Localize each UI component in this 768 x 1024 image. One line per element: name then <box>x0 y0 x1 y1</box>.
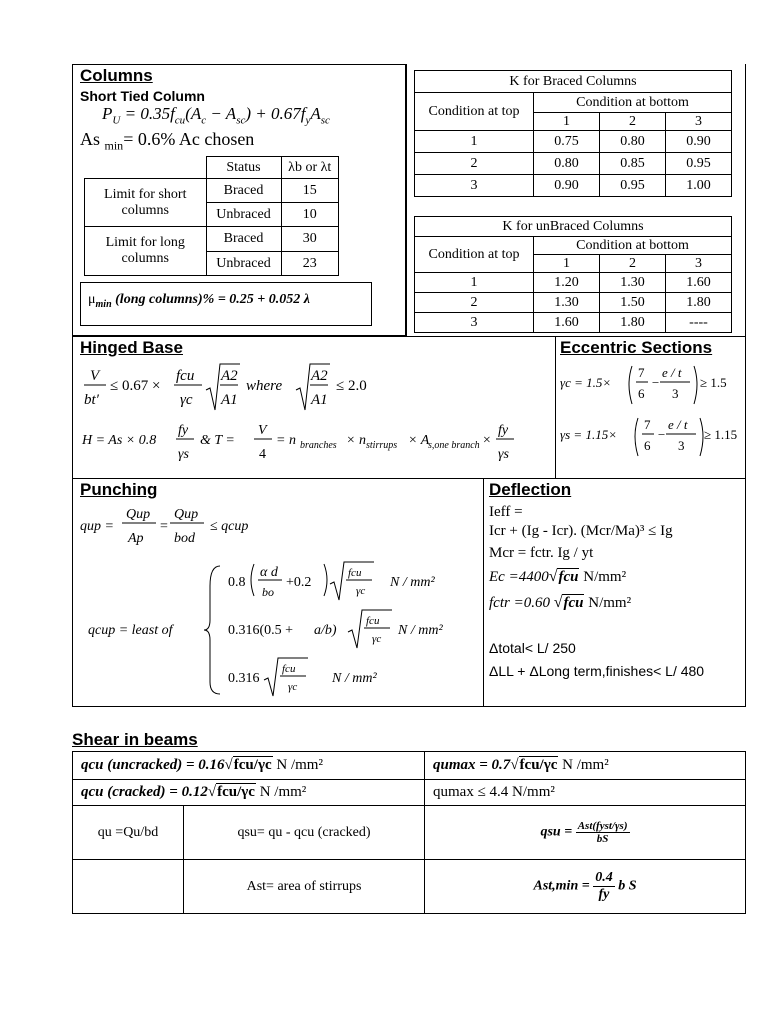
k-unbraced-cell: 1.30 <box>534 293 600 313</box>
shear-table <box>72 751 746 914</box>
qcup-ad: α d <box>260 565 278 580</box>
eccentric-heading: Eccentric Sections <box>560 338 713 357</box>
k-braced-cell: 0.95 <box>599 175 665 197</box>
eq-gamma-c: γc <box>180 392 193 408</box>
qcup-fcu: fcu <box>282 663 296 675</box>
ecc-six: 6 <box>638 386 645 401</box>
qcup-l2: 0.316(0.5 + <box>228 623 294 638</box>
qcup-gc: γc <box>372 633 382 645</box>
qcup-unit: N / mm² <box>398 623 443 638</box>
k-unbraced-row-top: 1 <box>415 273 534 293</box>
ast-min-formula: Ast,min = $\frac{0.4}{fy}$ b S <box>425 860 746 914</box>
mu-min-equation: $\mu_{min}$ (long columns)% = 0.25 + 0.052 λ <box>88 292 310 310</box>
ecc-ge115: ≥ 1.15 <box>704 427 738 442</box>
limit-short-label: Limit for short columns <box>85 179 207 227</box>
fctr-formula: fctr =0.60 √fcu N/mm² <box>489 594 632 611</box>
ieff-line: Ieff = <box>489 504 523 520</box>
eq2-branches: branches <box>300 440 337 451</box>
limit-long-braced-value: 30 <box>281 227 339 252</box>
k-braced-cell: 0.75 <box>534 131 600 153</box>
eq2-fy: fy <box>498 423 509 438</box>
k-unbraced-cell: 1.60 <box>665 273 731 293</box>
ecc-et: e / t <box>662 365 682 380</box>
eq-mid: ≤ 0.67 × <box>110 378 161 394</box>
qcup-unit: N / mm² <box>390 575 435 590</box>
qup-label: qup = <box>80 519 114 534</box>
k-braced-cell: 0.80 <box>534 153 600 175</box>
limit-long-braced: Braced <box>206 227 281 252</box>
ecc-minus: − <box>651 375 660 390</box>
k-braced-col-header: 2 <box>599 113 665 131</box>
eq2-v: V <box>258 423 267 438</box>
deflection-heading: Deflection <box>489 480 572 499</box>
limits-status-header: Status <box>206 157 281 179</box>
qup-num: Qup <box>174 507 199 522</box>
k-braced-col-header: 1 <box>534 113 600 131</box>
ecc-ge15: ≥ 1.5 <box>700 375 727 390</box>
ecc-et: e / t <box>668 417 688 432</box>
qup-leq: ≤ qcup <box>210 519 249 534</box>
k-unbraced-col-header: 1 <box>534 255 600 273</box>
eq2-t: & T = <box>200 433 235 448</box>
eq2-one-branch: s,one branch <box>428 440 480 451</box>
qcup-l1-coef: 0.8 <box>228 575 246 590</box>
limit-long-unbraced-value: 23 <box>281 252 339 276</box>
k-unbraced-cell: 1.60 <box>534 313 600 333</box>
eq2-gamma-s: γs <box>178 447 189 462</box>
k-unbraced-cell: 1.20 <box>534 273 600 293</box>
eq-a1: A1 <box>221 392 238 408</box>
eq-v: V <box>90 368 100 384</box>
qcup-unit: N / mm² <box>332 671 377 686</box>
qcup-l3: 0.316 <box>228 671 260 686</box>
k-braced-cell: 0.95 <box>665 153 731 175</box>
qcup-label: qcup = least of <box>88 623 173 638</box>
k-braced-col-header: 3 <box>665 113 731 131</box>
ecc-seven: 7 <box>638 365 645 380</box>
qsu-formula: qsu = $\frac{\text{Ast(fyst/γs)}}{bS}$ <box>425 806 746 860</box>
eq2-fy: fy <box>178 423 189 438</box>
limit-long-label: Limit for long columns <box>85 227 207 276</box>
eq2-n2: × n <box>346 433 366 448</box>
ecc-seven: 7 <box>644 417 651 432</box>
eq-a2: A2 <box>221 368 238 384</box>
k-braced-cond-top: Condition at top <box>415 93 534 131</box>
k-braced-row-top: 3 <box>415 175 534 197</box>
hinged-base-heading: Hinged Base <box>80 338 183 357</box>
k-unbraced-row-top: 2 <box>415 293 534 313</box>
limit-long-unbraced: Unbraced <box>206 252 281 276</box>
qsu-difference: qsu= qu - qcu (cracked) <box>184 806 425 860</box>
svg-text:=: = <box>160 519 168 534</box>
empty-cell <box>73 860 184 914</box>
k-unbraced-cond-bottom: Condition at bottom <box>534 237 732 255</box>
punching-qup-eq <box>78 500 298 552</box>
qcup-gc: γc <box>288 681 298 693</box>
qcup-bo: bo <box>262 585 274 599</box>
pu-equation: $P_U = 0.35f_{cu}(A_c - A_{sc}) + 0.67f_yA_{sc}$ <box>102 104 330 127</box>
k-braced-cell: 0.90 <box>534 175 600 197</box>
eq-fcu: fcu <box>176 368 195 384</box>
ecc-six: 6 <box>644 438 651 453</box>
qumax-formula: qumax = 0.7√fcu/γc N /mm² <box>425 752 746 780</box>
qumax-limit: qumax ≤ 4.4 N/mm² <box>425 780 746 806</box>
punching-heading: Punching <box>80 480 158 499</box>
k-braced-row-top: 2 <box>415 153 534 175</box>
qup-num: Qup <box>126 507 151 522</box>
k-braced-table <box>414 70 732 197</box>
eccentric-gamma-c-eq <box>558 360 744 410</box>
eq-end: ≤ 2.0 <box>336 378 367 394</box>
k-unbraced-col-header: 2 <box>599 255 665 273</box>
k-unbraced-cell: 1.80 <box>665 293 731 313</box>
limits-lambda-header: λb or λt <box>281 157 339 179</box>
eq2-n: = n <box>276 433 296 448</box>
qcup-fcu: fcu <box>366 615 380 627</box>
eq2-h: H = As × 0.8 <box>82 433 157 448</box>
eq2-gamma-s: γs <box>498 447 509 462</box>
shear-heading: Shear in beams <box>72 730 198 749</box>
delta-ll-limit: ΔLL + ΔLong term,finishes< L/ 480 <box>489 663 705 679</box>
bod-den: bod <box>174 531 195 546</box>
k-unbraced-title: K for unBraced Columns <box>415 217 732 237</box>
short-tied-column-subheading: Short Tied Column <box>80 88 205 104</box>
eccentric-gamma-s-eq <box>558 412 744 462</box>
limit-short-braced-value: 15 <box>281 179 339 203</box>
qcup-fcu: fcu <box>348 567 362 579</box>
limit-short-unbraced-value: 10 <box>281 203 339 227</box>
mcr-formula: Mcr = fctr. Ig / yt <box>489 545 594 561</box>
ecc-three: 3 <box>678 438 685 453</box>
hinged-base-equation-2 <box>78 418 548 474</box>
punching-qcup-eq <box>78 556 482 706</box>
k-braced-cond-bottom: Condition at bottom <box>534 93 732 113</box>
hinged-base-equation-1 <box>78 358 478 418</box>
k-braced-cell: 0.80 <box>599 131 665 153</box>
limit-short-unbraced: Unbraced <box>206 203 281 227</box>
k-unbraced-col-header: 3 <box>665 255 731 273</box>
eq2-four: 4 <box>259 447 266 462</box>
k-unbraced-cond-top: Condition at top <box>415 237 534 273</box>
eq-a2: A2 <box>311 368 328 384</box>
columns-heading: Columns <box>80 66 153 85</box>
k-braced-row-top: 1 <box>415 131 534 153</box>
eq-a1: A1 <box>311 392 328 408</box>
eq2-times: × <box>482 433 492 448</box>
ieff-formula: Icr + (Ig - Icr). (Mcr/Ma)³ ≤ Ig <box>489 523 673 539</box>
k-braced-title: K for Braced Columns <box>415 71 732 93</box>
ecc-gc-label: γc = 1.5× <box>560 375 612 390</box>
k-unbraced-table <box>414 216 732 333</box>
k-braced-cell: 0.85 <box>599 153 665 175</box>
qu-formula: qu =Qu/bd <box>73 806 184 860</box>
qcu-cracked: qcu (cracked) = 0.12√fcu/γc N /mm² <box>73 780 425 806</box>
qcup-l2b: a/b) <box>314 623 337 638</box>
delta-total-limit: Δtotal< L/ 250 <box>489 640 576 656</box>
qcup-l1b: +0.2 <box>286 575 312 590</box>
eq-bt: bt′ <box>84 392 99 408</box>
k-unbraced-row-top: 3 <box>415 313 534 333</box>
column-limits-table <box>84 156 339 276</box>
ap-den: Ap <box>128 531 144 546</box>
ecc-three: 3 <box>672 386 679 401</box>
ast-definition: Ast= area of stirrups <box>184 860 425 914</box>
ecc-gs-label: γs = 1.15× <box>560 427 617 442</box>
qcu-uncracked: qcu (uncracked) = 0.16√fcu/γc N /mm² <box>73 752 425 780</box>
limit-short-braced: Braced <box>206 179 281 203</box>
eq2-stirrups: stirrups <box>366 440 398 451</box>
k-unbraced-cell: ---- <box>665 313 731 333</box>
k-braced-cell: 1.00 <box>665 175 731 197</box>
k-unbraced-cell: 1.30 <box>599 273 665 293</box>
as-min-text: As $_{min}$= 0.6% Ac chosen <box>80 129 255 153</box>
eq-where: where <box>246 378 283 394</box>
k-unbraced-cell: 1.80 <box>599 313 665 333</box>
ec-formula: Ec =4400√fcu N/mm² <box>489 568 627 585</box>
k-unbraced-cell: 1.50 <box>599 293 665 313</box>
qcup-gc: γc <box>356 585 366 597</box>
eq2-as: × A <box>408 433 430 448</box>
ecc-minus: − <box>657 427 666 442</box>
k-braced-cell: 0.90 <box>665 131 731 153</box>
